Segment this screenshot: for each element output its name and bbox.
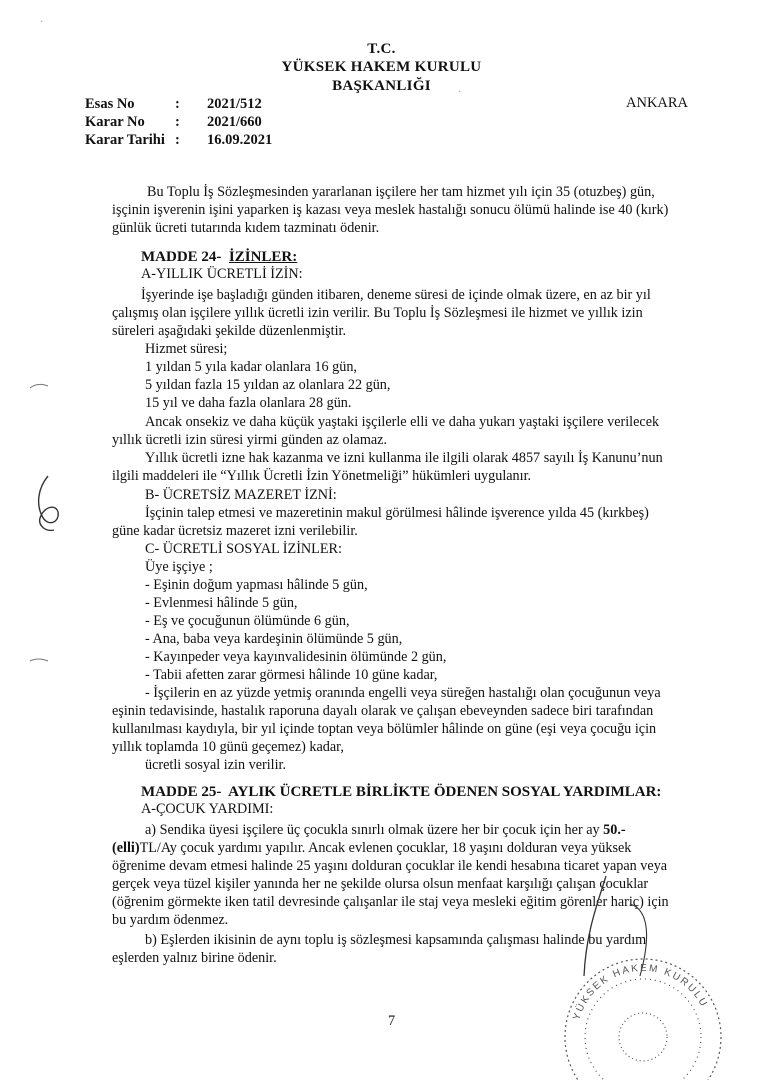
m24-a-p1-l3: süreleri aşağıdaki şekilde düzenlenmiştir. — [112, 323, 347, 339]
margin-signature — [20, 470, 70, 540]
m25-amount-words: (elli) — [112, 840, 140, 856]
m24-c-item-6: - Tabii afetten zarar görmesi hâlinde 10 güne kadar, — [145, 667, 438, 683]
m24-c-title: C- ÜCRETLİ SOSYAL İZİNLER: — [145, 541, 342, 557]
m24-sure-2: 5 yıldan fazla 15 yıldan az olanlara 22 gün, — [145, 377, 391, 393]
m25-a-l3: öğrenime devam etmesi halinde 25 yaşını dolduran çocuklar ile kendi hesabına ticaret yapan veya — [112, 858, 668, 874]
m24-hizmet: Hizmet süresi; — [145, 341, 228, 357]
m25-a-l1-text: a) Sendika üyesi işçilere üç çocukla sınırlı olmak üzere her bir çocuk için her ay — [145, 822, 600, 838]
svg-text:YÜKSEK HAKEM KURULU — [571, 963, 709, 1022]
margin-tick — [28, 380, 52, 392]
header-org: YÜKSEK HAKEM KURULU — [281, 59, 482, 75]
m24-sure-3: 15 yıl ve daha fazla olanlara 28 gün. — [145, 395, 352, 411]
m24-a-p3-l1: Yıllık ücretli izne hak kazanma ve izni kullanma ile ilgili olarak 4857 sayılı İş Kanunu’nun — [145, 450, 663, 466]
m24-a-p1-l2: çalışmış olan işçilere yıllık ücretli izin verilir. Bu Toplu İş Sözleşmesi ile hizmet ve yıllık izin — [112, 305, 643, 321]
header-city: ANKARA — [626, 95, 689, 111]
intro-line-1: Bu Toplu İş Sözleşmesinden yararlanan işçilere her tam hizmet yılı için 35 (otuzbeş) gün, — [147, 184, 655, 200]
m24-sure-1: 1 yıldan 5 yıla kadar olanlara 16 gün, — [145, 359, 357, 375]
m25-b-l1: b) Eşlerden ikisinin de aynı toplu iş sözleşmesi kapsamında çalışması halinde bu yardım — [145, 932, 647, 948]
meta-value: 2021/660 — [207, 114, 262, 130]
m25-a-l6: bu yardım ödenmez. — [112, 912, 229, 928]
meta-value: 2021/512 — [207, 96, 262, 112]
official-stamp — [525, 945, 763, 1080]
m24-c-item-7-l1: - İşçilerin en az yüzde yetmiş oranında engelli veya süreğen hastalığı olan çocuğunun veya — [145, 685, 661, 701]
m25-amount: 50.- — [603, 822, 626, 838]
m24-c-item-7-l3: kullanılması kaydıyla, bir yıl içinde toptan veya bölümler hâlinde on güne (eşi veya çocuğu için — [112, 721, 657, 737]
m25-a-title: A-ÇOCUK YARDIMI: — [141, 801, 274, 817]
meta-label: Esas No — [85, 96, 135, 112]
m24-b-title: B- ÜCRETSİZ MAZERET İZNİ: — [145, 487, 337, 503]
m24-c-item-4: - Ana, baba veya kardeşinin ölümünde 5 gün, — [145, 631, 403, 647]
header-tc: T.C. — [367, 41, 396, 57]
madde-24-prefix: MADDE 24- — [141, 249, 222, 265]
scan-speck: · — [458, 87, 462, 98]
m25-a-l2 — [112, 839, 631, 857]
m24-a-title: A-YILLIK ÜCRETLİ İZİN: — [141, 266, 303, 282]
m24-c-item-1: - Eşinin doğum yapması hâlinde 5 gün, — [145, 577, 368, 593]
madde-24-heading — [141, 248, 297, 266]
m24-a-p3-l2: ilgili maddeleri ile “Yıllık Ücretli İzin Yönetmeliği” hükümleri uygulanır. — [112, 468, 532, 484]
m24-c-item-2: - Evlenmesi hâlinde 5 gün, — [145, 595, 298, 611]
m24-c-uye: Üye işçiye ; — [145, 559, 213, 575]
m25-a-l1 — [145, 821, 626, 839]
m25-b-l2: eşlerden yalnız birine ödenir. — [112, 950, 277, 966]
intro-line-3: günlük ücreti tutarında kıdem tazminatı ödenir. — [112, 220, 380, 236]
m24-c-item-7-l2: eşinin tedavisinde, hastalık raporuna dayalı olarak ve çalışan ebeveynden sadece biri tarafından — [112, 703, 654, 719]
m24-c-item-5: - Kayınpeder veya kayınvalidesinin ölümünde 2 gün, — [145, 649, 447, 665]
madde-25-heading — [141, 783, 661, 801]
m24-a-p1-l1: İşyerinde işe başladığı günden itibaren, deneme süresi de içinde olmak üzere, en az bir yıl — [141, 287, 651, 303]
m24-a-p2-l1: Ancak onsekiz ve daha küçük yaştaki işçilerle elli ve daha yukarı yaştaki işçilere verilecek — [145, 414, 660, 430]
meta-row-karar — [85, 113, 272, 131]
madde-24-title: İZİNLER: — [228, 249, 298, 265]
page-number: 7 — [388, 1013, 396, 1029]
m24-c-end: ücretli sosyal izin verilir. — [145, 757, 287, 773]
meta-value: 16.09.2021 — [207, 132, 273, 148]
scan-speck: · — [40, 17, 44, 28]
m25-a-l5: (öğrenim görmekte iken tatil devresinde çalışanlar ile staj veya mesleki eğitim görenler hariç) için — [112, 894, 669, 910]
meta-sep: : — [175, 114, 180, 130]
meta-label: Karar Tarihi — [85, 132, 165, 148]
m25-a-l2-text: TL/Ay çocuk yardımı yapılır. Ancak evlenen çocuklar, 18 yaşını dolduran veya yüksek — [139, 840, 632, 856]
m24-b-p-l1: İşçinin talep etmesi ve mazeretinin makul görülmesi hâlinde işverence yılda 45 (kırkbeş) — [145, 505, 649, 521]
meta-row-esas — [85, 95, 272, 113]
madde-25-title: AYLIK ÜCRETLE BİRLİKTE ÖDENEN SOSYAL YARDIMLAR: — [228, 784, 662, 800]
m24-c-item-7-l4: yıllık toplamda 10 günü geçemez) kadar, — [112, 739, 344, 755]
meta-label: Karar No — [85, 114, 145, 130]
m24-a-p2-l2: yıllık ücretli izin süresi yirmi günden az olamaz. — [112, 432, 388, 448]
m25-a-l4: gerçek veya tüzel kişiler yanında her ne şekilde olursa olsun menfaat karşılığı çalışan çocuklar — [112, 876, 649, 892]
meta-sep: : — [175, 96, 180, 112]
madde-25-prefix: MADDE 25- — [141, 784, 222, 800]
header-office: BAŞKANLIĞI — [332, 78, 431, 94]
stamp-text: YÜKSEK HAKEM KURULU — [571, 962, 710, 1022]
meta-sep: : — [175, 132, 180, 148]
meta-row-tarih — [85, 131, 272, 149]
meta-block — [85, 95, 272, 149]
intro-line-2: işçinin işverenin işini yaparken iş kazası veya meslek hastalığı sonucu ölümü halinde ise 40 (kırk) — [112, 202, 669, 218]
margin-tick — [28, 655, 52, 667]
m24-c-item-3: - Eş ve çocuğunun ölümünde 6 gün, — [145, 613, 350, 629]
m24-b-p-l2: güne kadar ücretsiz mazeret izni verilebilir. — [112, 523, 358, 539]
